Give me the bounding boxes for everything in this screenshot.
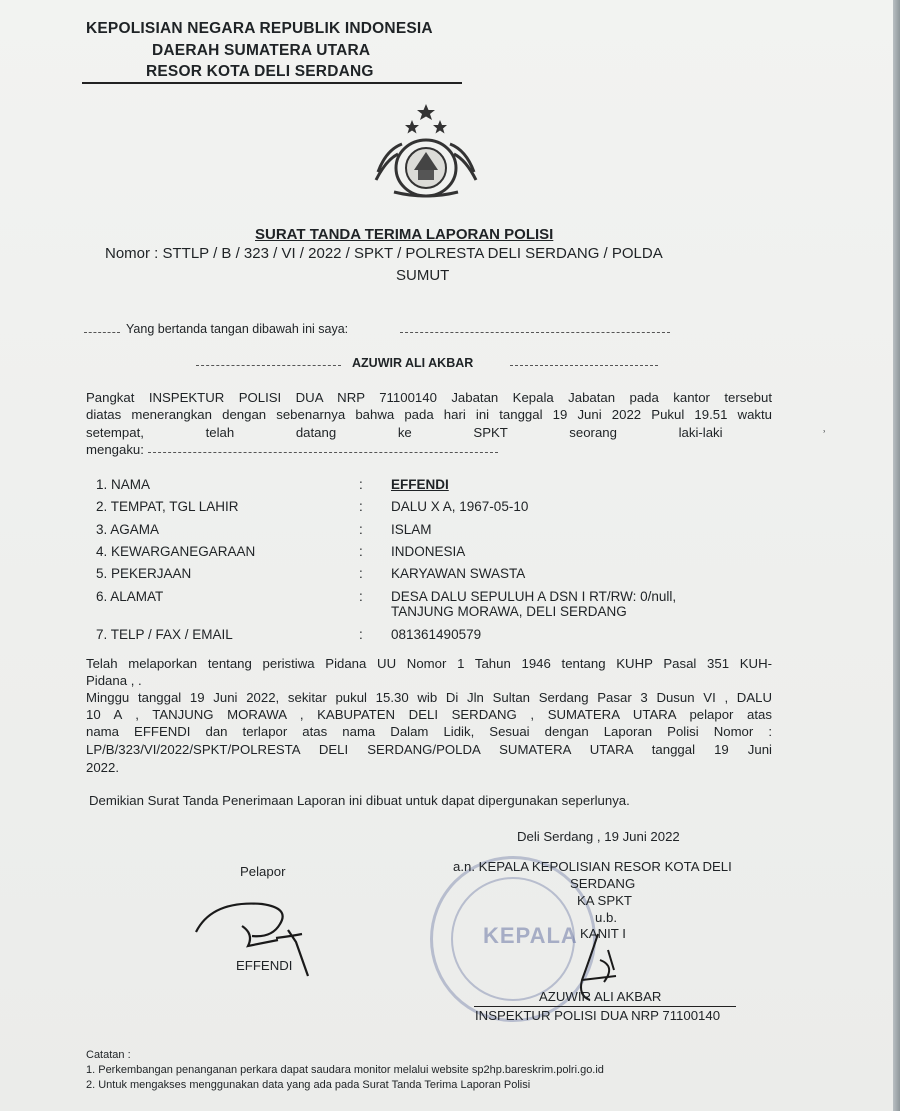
- report-line: 10 A , TANJUNG MORAWA , KABUPATEN DELI SERDANG , SUMATERA UTARA pelapor atas: [86, 707, 772, 722]
- field-label: 6. ALAMAT: [96, 589, 164, 604]
- document-title: SURAT TANDA TERIMA LAPORAN POLISI: [255, 226, 554, 243]
- signatory-rank: INSPEKTUR POLISI DUA NRP 71100140: [475, 1008, 721, 1023]
- header-underline: [82, 82, 462, 84]
- field-label: 4. KEWARGANEGARAAN: [96, 544, 256, 559]
- notes-heading: Catatan :: [86, 1049, 131, 1061]
- signatory-line-4: u.b.: [595, 910, 617, 925]
- stamp-text: KEPALA: [483, 923, 578, 948]
- field-label: 5. PEKERJAAN: [96, 566, 192, 581]
- dash-line: [148, 452, 498, 453]
- intro-line: setempat, telah datang ke SPKT seorang laki-laki: [86, 425, 723, 440]
- field-label: 2. TEMPAT, TGL LAHIR: [96, 499, 239, 514]
- dash-line: [400, 332, 670, 333]
- field-value: ISLAM: [391, 522, 432, 537]
- nomor-line-2: SUMUT: [396, 267, 450, 284]
- place-date: Deli Serdang , 19 Juni 2022: [517, 829, 680, 844]
- field-value: INDONESIA: [391, 544, 466, 559]
- pelapor-name: EFFENDI: [236, 958, 293, 973]
- officer-name: AZUWIR ALI AKBAR: [352, 356, 474, 370]
- signatory-line-1: a.n. KEPALA KEPOLISIAN RESOR KOTA DELI: [453, 859, 732, 874]
- report-line: LP/B/323/VI/2022/SPKT/POLRESTA DELI SERDANG/POLDA SUMATERA UTARA tanggal 19 Juni: [86, 742, 772, 757]
- intro-line: diatas menerangkan dengan sebenarnya bahwa pada hari ini tanggal 19 Juni 2022 Pukul 19.51 waktu: [86, 407, 772, 422]
- field-separator: :: [359, 566, 363, 581]
- field-label: 1. NAMA: [96, 477, 151, 492]
- pelapor-label: Pelapor: [240, 864, 286, 879]
- field-value: DESA DALU SEPULUH A DSN I RT/RW: 0/null,: [391, 589, 677, 604]
- note-item: 2. Untuk mengakses menggunakan data yang ada pada Surat Tanda Terima Laporan Polisi: [86, 1079, 531, 1091]
- report-line: 2022.: [86, 760, 120, 775]
- field-separator: :: [359, 627, 363, 642]
- signatory-line-2: SERDANG: [570, 876, 636, 891]
- report-line: nama EFFENDI dan terlapor atas nama Dalam Lidik, Sesuai dengan Laporan Polisi Nomor :: [86, 724, 772, 739]
- stray-mark: ʾ: [822, 428, 827, 443]
- field-separator: :: [359, 499, 363, 514]
- field-value: EFFENDI: [391, 477, 449, 492]
- header-line-1: KEPOLISIAN NEGARA REPUBLIK INDONESIA: [86, 20, 433, 37]
- dash-line: [510, 365, 658, 366]
- police-emblem-icon: [368, 100, 484, 200]
- field-value: 081361490579: [391, 627, 482, 642]
- undersigned-label: Yang bertanda tangan dibawah ini saya:: [126, 322, 349, 336]
- intro-line: Pangkat INSPEKTUR POLISI DUA NRP 71100140 Jabatan Kepala Jabatan pada kantor tersebut: [86, 390, 772, 405]
- signatory-line-3: KA SPKT: [577, 893, 632, 908]
- note-item: 1. Perkembangan penanganan perkara dapat saudara monitor melalui website sp2hp.bareskrim.polri.go.id: [86, 1064, 604, 1076]
- report-line: Minggu tanggal 19 Juni 2022, sekitar pukul 15.30 wib Di Jln Sultan Serdang Pasar 3 Dusun VI , DALU: [86, 690, 772, 705]
- report-line: Pidana , .: [86, 673, 142, 688]
- closing-sentence: Demikian Surat Tanda Penerimaan Laporan ini dibuat untuk dapat dipergunakan seperlunya.: [89, 793, 630, 808]
- field-separator: :: [359, 477, 363, 492]
- field-separator: :: [359, 522, 363, 537]
- field-label: 3. AGAMA: [96, 522, 160, 537]
- nomor-line-1: Nomor : STTLP / B / 323 / VI / 2022 / SPKT / POLRESTA DELI SERDANG / POLDA: [105, 245, 663, 262]
- header-line-3: RESOR KOTA DELI SERDANG: [146, 63, 374, 80]
- intro-line: mengaku:: [86, 442, 144, 457]
- dash-line: [196, 365, 341, 366]
- field-value: KARYAWAN SWASTA: [391, 566, 526, 581]
- field-label: 7. TELP / FAX / EMAIL: [96, 627, 233, 642]
- field-separator: :: [359, 589, 363, 604]
- dash-line: [84, 332, 120, 333]
- report-line: Telah melaporkan tentang peristiwa Pidana UU Nomor 1 Tahun 1946 tentang KUHP Pasal 351 KUH-: [86, 656, 772, 671]
- signatory-name: AZUWIR ALI AKBAR: [539, 989, 662, 1004]
- signatory-line-5: KANIT I: [580, 926, 626, 941]
- field-value-line-2: TANJUNG MORAWA, DELI SERDANG: [391, 604, 627, 619]
- page-edge: [893, 0, 900, 1111]
- header-line-2: DAERAH SUMATERA UTARA: [152, 42, 371, 59]
- field-value: DALU X A, 1967-05-10: [391, 499, 529, 514]
- field-separator: :: [359, 544, 363, 559]
